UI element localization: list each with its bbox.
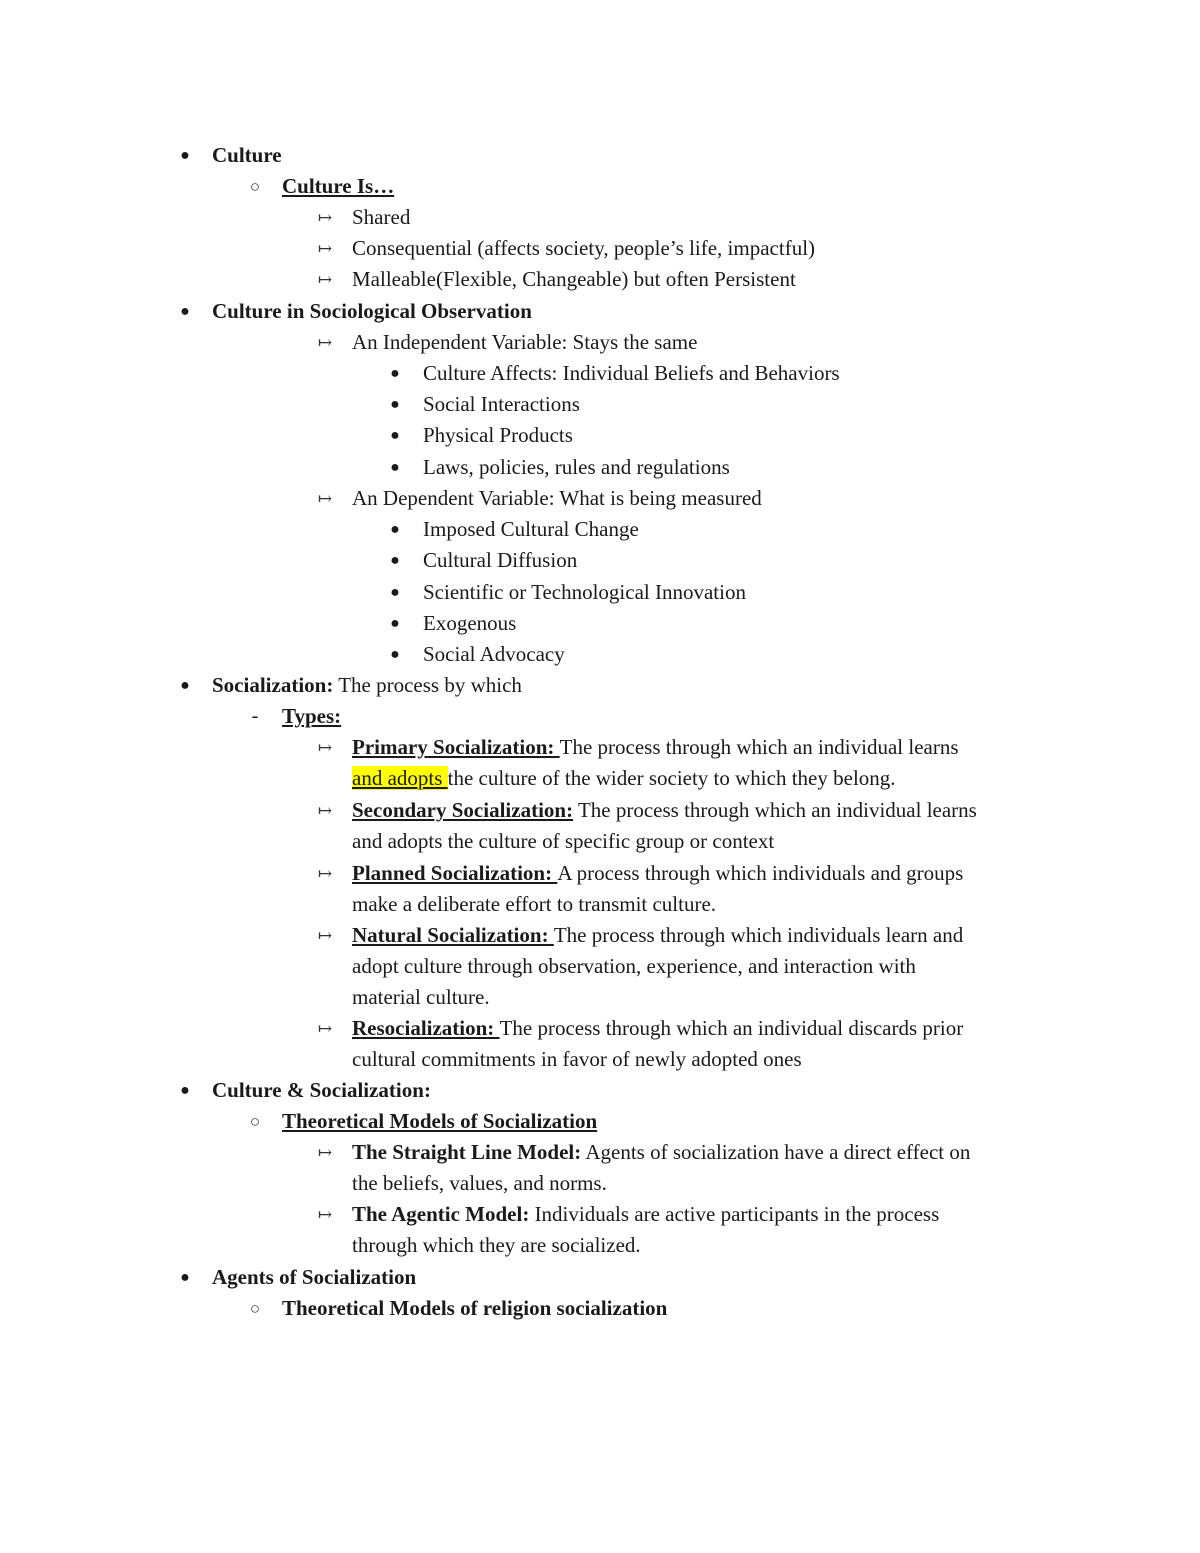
- definition-text: the culture of the wider society to which they belong.: [447, 766, 896, 790]
- bullet-circle-icon: ○: [249, 1299, 261, 1318]
- bullet-dot-icon: ●: [390, 459, 400, 476]
- subheading-types: Types:: [282, 704, 342, 728]
- definition-text: through which they are socialized.: [352, 1233, 641, 1257]
- item-text: Malleable(Flexible, Changeable) but often Persistent: [352, 267, 796, 291]
- list-item-continuation: [0, 1230, 1200, 1261]
- list-item-shared: [0, 202, 1200, 233]
- term-primary-socialization: Primary Socialization:: [352, 735, 560, 759]
- bullet-arrow-icon: ↦: [317, 1205, 333, 1224]
- bullet-arrow-icon: ↦: [317, 1019, 333, 1038]
- heading-culture-soc-obs: Culture in Sociological Observation: [212, 299, 532, 323]
- item-text: An Independent Variable: Stays the same: [352, 330, 698, 354]
- item-text: Laws, policies, rules and regulations: [423, 455, 730, 479]
- term-secondary-socialization: Secondary Socialization:: [352, 798, 574, 822]
- bullet-dot-icon: ●: [390, 552, 400, 569]
- highlighted-text: and adopts: [352, 766, 448, 790]
- definition-text: The process through which individuals learn and: [553, 923, 964, 947]
- list-item-theoretical-models: [0, 1106, 1200, 1137]
- item-text: Social Advocacy: [423, 642, 565, 666]
- bullet-dot-icon: ●: [390, 584, 400, 601]
- list-item-straight-line: [0, 1137, 1200, 1168]
- definition-text: The process by which: [333, 673, 522, 697]
- term-agentic-model: The Agentic Model:: [352, 1202, 530, 1226]
- bullet-dot-icon: ●: [180, 147, 190, 164]
- list-item-agents: [0, 1262, 1200, 1293]
- definition-text: A process through which individuals and groups: [557, 861, 964, 885]
- definition-text: material culture.: [352, 985, 490, 1009]
- bullet-dot-icon: ●: [180, 303, 190, 320]
- subheading-theoretical-religion: Theoretical Models of religion socialization: [282, 1296, 668, 1320]
- list-item-primary: [0, 732, 1200, 763]
- bullet-arrow-icon: ↦: [317, 270, 333, 289]
- list-item-culture-and-socialization: [0, 1075, 1200, 1106]
- list-item-continuation: [0, 763, 1200, 794]
- bullet-arrow-icon: ↦: [317, 801, 333, 820]
- list-item-continuation: [0, 951, 1200, 982]
- bullet-dot-icon: ●: [390, 521, 400, 538]
- item-text: Scientific or Technological Innovation: [423, 580, 746, 604]
- bullet-dot-icon: ●: [390, 615, 400, 632]
- item-text: Consequential (affects society, people’s life, impactful): [352, 236, 816, 260]
- definition-text: cultural commitments in favor of newly adopted ones: [352, 1047, 802, 1071]
- term-natural-socialization: Natural Socialization:: [352, 923, 554, 947]
- list-item: [0, 452, 1200, 483]
- term-resocialization: Resocialization:: [352, 1016, 500, 1040]
- bullet-dot-icon: ●: [180, 1082, 190, 1099]
- list-item-dependent: [0, 483, 1200, 514]
- list-item-malleable: [0, 264, 1200, 295]
- list-item: [0, 514, 1200, 545]
- definition-text: the beliefs, values, and norms.: [352, 1171, 607, 1195]
- list-item-culture: [0, 140, 1200, 171]
- item-text: Social Interactions: [423, 392, 580, 416]
- term-planned-socialization: Planned Socialization:: [352, 861, 558, 885]
- bullet-arrow-icon: ↦: [317, 333, 333, 352]
- list-item-natural: [0, 920, 1200, 951]
- definition-text: Individuals are active participants in the process: [529, 1202, 940, 1226]
- heading-agents-of-socialization: Agents of Socialization: [212, 1265, 417, 1289]
- list-item-agentic: [0, 1199, 1200, 1230]
- bullet-arrow-icon: ↦: [317, 208, 333, 227]
- list-item-continuation: [0, 1168, 1200, 1199]
- bullet-arrow-icon: ↦: [317, 738, 333, 757]
- bullet-circle-icon: ○: [249, 177, 261, 196]
- list-item: [0, 577, 1200, 608]
- term-socialization: Socialization:: [212, 673, 334, 697]
- item-text: Cultural Diffusion: [423, 548, 578, 572]
- bullet-dot-icon: ●: [180, 1269, 190, 1286]
- list-item-types: [0, 701, 1200, 732]
- term-straight-line-model: The Straight Line Model:: [352, 1140, 582, 1164]
- subheading-theoretical-models: Theoretical Models of Socialization: [282, 1109, 598, 1133]
- definition-text: The process through which an individual learns: [559, 735, 959, 759]
- bullet-arrow-icon: ↦: [317, 489, 333, 508]
- list-item-continuation: [0, 982, 1200, 1013]
- bullet-dash-icon: -: [251, 705, 259, 727]
- definition-text: Agents of socialization have a direct effect on: [581, 1140, 971, 1164]
- definition-text: The process through which an individual discards prior: [499, 1016, 964, 1040]
- heading-culture-and-socialization: Culture & Socialization:: [212, 1078, 431, 1102]
- bullet-arrow-icon: ↦: [317, 1143, 333, 1162]
- item-text: Culture Affects: Individual Beliefs and Behaviors: [423, 361, 840, 385]
- list-item-resocialization: [0, 1013, 1200, 1044]
- bullet-arrow-icon: ↦: [317, 926, 333, 945]
- bullet-arrow-icon: ↦: [317, 864, 333, 883]
- list-item-independent: [0, 327, 1200, 358]
- bullet-dot-icon: ●: [180, 677, 190, 694]
- bullet-dot-icon: ●: [390, 365, 400, 382]
- list-item: [0, 358, 1200, 389]
- bullet-dot-icon: ●: [390, 646, 400, 663]
- heading-culture: Culture: [212, 143, 282, 167]
- definition-text: adopt culture through observation, experience, and interaction with: [352, 954, 916, 978]
- bullet-dot-icon: ●: [390, 427, 400, 444]
- list-item-continuation: [0, 1044, 1200, 1075]
- list-item-theoretical-religion: [0, 1293, 1200, 1324]
- item-text: Exogenous: [423, 611, 517, 635]
- subheading-culture-is: Culture Is…: [282, 174, 395, 198]
- list-item-planned: [0, 858, 1200, 889]
- definition-text: make a deliberate effort to transmit culture.: [352, 892, 717, 916]
- list-item: [0, 420, 1200, 451]
- list-item-culture-is: [0, 171, 1200, 202]
- list-item-continuation: [0, 889, 1200, 920]
- item-text: An Dependent Variable: What is being measured: [352, 486, 762, 510]
- bullet-dot-icon: ●: [390, 396, 400, 413]
- item-text: Imposed Cultural Change: [423, 517, 639, 541]
- list-item: [0, 389, 1200, 420]
- bullet-arrow-icon: ↦: [317, 239, 333, 258]
- list-item-continuation: [0, 826, 1200, 857]
- bullet-circle-icon: ○: [249, 1112, 261, 1131]
- definition-text: The process through which an individual learns: [573, 798, 977, 822]
- list-item: [0, 545, 1200, 576]
- item-text: Shared: [352, 205, 411, 229]
- item-text: Physical Products: [423, 423, 573, 447]
- list-item: [0, 608, 1200, 639]
- list-item-consequential: [0, 233, 1200, 264]
- list-item-secondary: [0, 795, 1200, 826]
- list-item-culture-soc-obs: [0, 296, 1200, 327]
- definition-text: and adopts the culture of specific group or context: [352, 829, 775, 853]
- list-item: [0, 639, 1200, 670]
- list-item-socialization: [0, 670, 1200, 701]
